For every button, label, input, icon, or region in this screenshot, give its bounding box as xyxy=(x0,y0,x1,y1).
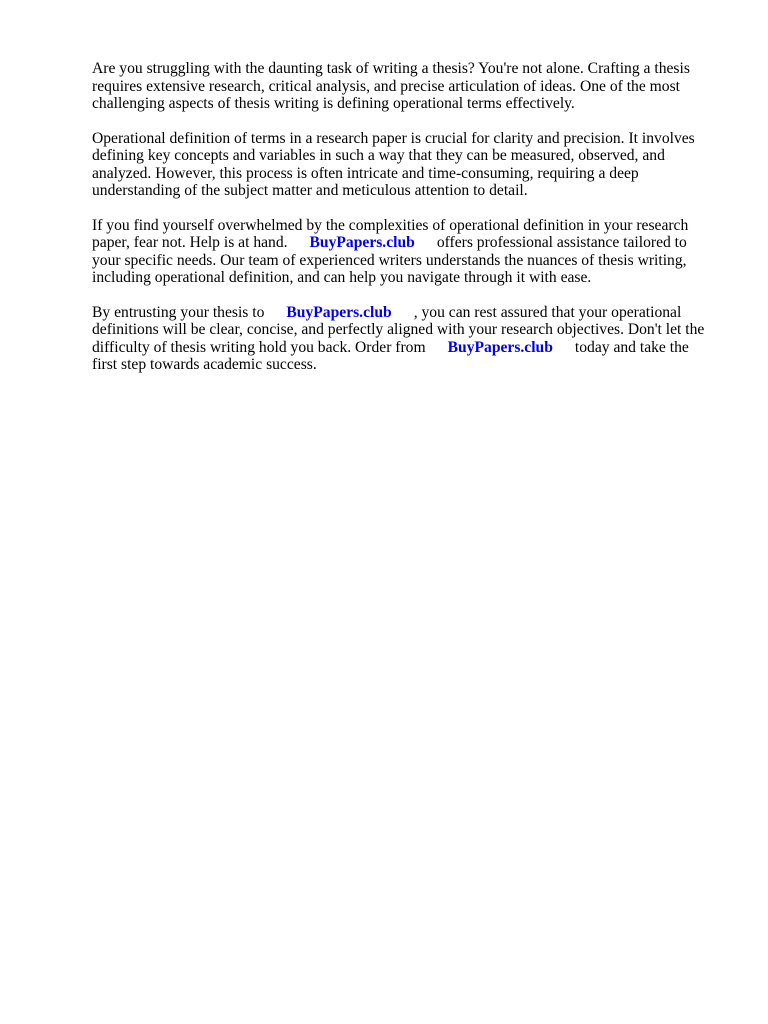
text-line: Are you struggling with the daunting task of writing a thesis? You're not alone. Crafting a thesis xyxy=(92,60,690,77)
text-fragment: difficulty of thesis writing hold you back. Order from xyxy=(92,338,426,356)
buypapers-link[interactable]: BuyPapers.club xyxy=(447,338,553,356)
text-line: first step towards academic success. xyxy=(92,356,317,373)
text-line: If you find yourself overwhelmed by the complexities of operational definition in your research xyxy=(92,216,689,234)
buypapers-link[interactable]: BuyPapers.club xyxy=(309,234,415,251)
text-line: understanding of the subject matter and meticulous attention to detail. xyxy=(92,182,528,199)
paragraph-call-to-action xyxy=(92,304,712,374)
text-fragment: , you can rest assured that your operational xyxy=(413,303,682,321)
text-line: defining key concepts and variables in such a way that they can be measured, observed, and xyxy=(92,147,665,164)
paragraph-help xyxy=(92,217,712,287)
paragraph-intro xyxy=(92,60,712,113)
text-line: definitions will be clear, concise, and perfectly aligned with your research objectives. Don't let the xyxy=(92,321,705,338)
text-line: your specific needs. Our team of experienced writers understands the nuances of thesis writing, xyxy=(92,251,687,269)
text-fragment: offers professional assistance tailored to xyxy=(436,234,687,251)
text-line: including operational definition, and can help you navigate through it with ease. xyxy=(92,269,592,286)
text-line xyxy=(92,234,712,252)
text-line: challenging aspects of thesis writing is defining operational terms effectively. xyxy=(92,95,575,112)
text-fragment: paper, fear not. Help is at hand. xyxy=(92,234,288,251)
text-line xyxy=(92,339,712,357)
text-fragment: today and take the xyxy=(574,338,689,356)
text-line xyxy=(92,304,712,322)
buypapers-link[interactable]: BuyPapers.club xyxy=(286,303,392,321)
paragraph-operational-definition xyxy=(92,130,712,200)
text-fragment: By entrusting your thesis to xyxy=(92,303,265,321)
text-line: Operational definition of terms in a research paper is crucial for clarity and precision. It involves xyxy=(92,129,695,147)
text-line: requires extensive research, critical analysis, and precise articulation of ideas. One of the most xyxy=(92,77,681,95)
document-body xyxy=(92,60,712,391)
text-line: analyzed. However, this process is often intricate and time-consuming, requiring a deep xyxy=(92,164,639,182)
